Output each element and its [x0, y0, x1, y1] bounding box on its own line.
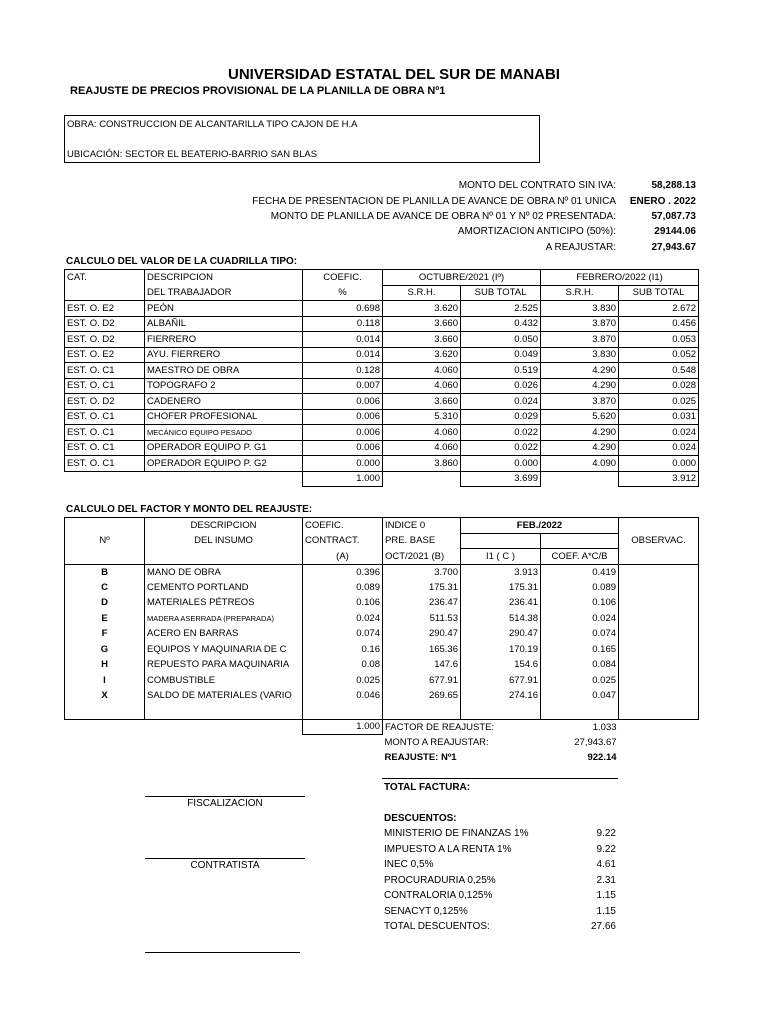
- total-feb: 3.912: [619, 471, 699, 487]
- cell-feb-srh: 3.830: [541, 347, 619, 363]
- cell-feb-subtotal: 0.031: [619, 409, 699, 425]
- table-row: [65, 332, 699, 348]
- cell-coef-acb: 0.089: [541, 580, 619, 596]
- cell-feb-srh: 4.290: [541, 425, 619, 441]
- table-row: [65, 564, 699, 580]
- cell-oct-srh: 3.620: [383, 347, 461, 363]
- table-row: [65, 347, 699, 363]
- cell-desc: MADERA ASERRADA (PREPARADA): [145, 611, 303, 627]
- descuento-label: MINISTERIO DE FINANZAS 1%: [384, 828, 529, 839]
- summary-label: A REAJUSTAR:: [545, 242, 616, 253]
- cell-coef-acb: 0.165: [541, 642, 619, 658]
- summary-value: ENERO . 2022: [629, 196, 696, 207]
- cell-feb-srh: 3.870: [541, 332, 619, 348]
- cell-desc: TOPOGRAFO 2: [145, 378, 303, 394]
- obra-text: OBRA: CONSTRUCCION DE ALCANTARILLA TIPO CAJON DE H.A: [67, 119, 358, 130]
- cell-oct-subtotal: 0.050: [461, 332, 541, 348]
- cell-indice-base: 175.31: [383, 580, 461, 596]
- cell-coef: 0.006: [303, 394, 383, 410]
- cell-no: I: [65, 673, 145, 689]
- cell-desc: ALBAÑIL: [145, 316, 303, 332]
- header-subtotal: SUB TOTAL: [461, 285, 541, 301]
- cell-cat: EST. O. C1: [65, 425, 145, 441]
- descuento-value: 1.15: [596, 890, 616, 901]
- signature-line-fiscalizacion: [145, 796, 305, 797]
- cell-observac: [619, 564, 699, 580]
- cell-oct-srh: 4.060: [383, 378, 461, 394]
- reajuste-value: 922.14: [587, 752, 617, 764]
- header-feb: FEB./2022: [461, 518, 619, 534]
- cell-coef-acb: 0.106: [541, 595, 619, 611]
- cell-coef: 0.128: [303, 363, 383, 379]
- cell-no: X: [65, 688, 145, 704]
- cell-indice-base: 677.91: [383, 673, 461, 689]
- cell-i1: 3.913: [461, 564, 541, 580]
- header-coef: COEFIC.: [303, 270, 383, 286]
- document-subtitle: REAJUSTE DE PRECIOS PROVISIONAL DE LA PLANILLA DE OBRA Nº1: [70, 85, 446, 97]
- cell-feb-srh: 3.870: [541, 316, 619, 332]
- table-row: [65, 301, 699, 317]
- cell-desc: MECÁNICO EQUIPO PESADO: [145, 425, 303, 441]
- cell-no: F: [65, 626, 145, 642]
- cell-feb-subtotal: 0.024: [619, 425, 699, 441]
- cell-indice-base: 165.36: [383, 642, 461, 658]
- descuentos-title: DESCUENTOS:: [384, 813, 457, 824]
- cell-feb-subtotal: 0.028: [619, 378, 699, 394]
- ubicacion-text: UBICACIÓN: SECTOR EL BEATERIO-BARRIO SAN BLAS: [67, 149, 318, 160]
- cell-i1: 170.19: [461, 642, 541, 658]
- monto-value: 27,943.67: [574, 736, 617, 748]
- cell-coef: 0.698: [303, 301, 383, 317]
- cell-feb-srh: 3.830: [541, 301, 619, 317]
- table-row: [65, 394, 699, 410]
- cell-cat: EST. O. C1: [65, 409, 145, 425]
- summary-value: 57,087.73: [651, 211, 696, 222]
- summary-label: MONTO DEL CONTRATO SIN IVA:: [458, 180, 616, 191]
- cell-oct-srh: 4.060: [383, 425, 461, 441]
- cell-coef-acb: 0.074: [541, 626, 619, 642]
- cell-coef: 0.16: [303, 642, 383, 658]
- cell-coef-acb: 0.025: [541, 673, 619, 689]
- header-srh: S.R.H.: [541, 285, 619, 301]
- total-oct: 3.699: [461, 471, 541, 487]
- descuento-value: 1.15: [596, 906, 616, 917]
- header-desc-2: DEL INSUMO: [145, 533, 303, 549]
- cell-i1: 175.31: [461, 580, 541, 596]
- table-row: [65, 580, 699, 596]
- cell-feb-subtotal: 0.456: [619, 316, 699, 332]
- cell-observac: [619, 688, 699, 704]
- cuadrilla-section-title: CALCULO DEL VALOR DE LA CUADRILLA TIPO:: [66, 256, 298, 267]
- cell-coef: 0.118: [303, 316, 383, 332]
- cell-i1: 154.6: [461, 657, 541, 673]
- descuento-label: PROCURADURIA 0,25%: [384, 875, 496, 886]
- cell-feb-subtotal: 0.000: [619, 456, 699, 472]
- cell-coef: 0.046: [303, 688, 383, 704]
- cell-oct-subtotal: 0.049: [461, 347, 541, 363]
- cell-observac: [619, 595, 699, 611]
- cell-oct-subtotal: 0.022: [461, 440, 541, 456]
- cell-desc: EQUIPOS Y MAQUINARIA DE C: [145, 642, 303, 658]
- cell-no: D: [65, 595, 145, 611]
- cell-coef: 0.014: [303, 332, 383, 348]
- cell-cat: EST. O. C1: [65, 440, 145, 456]
- cell-feb-srh: 5.620: [541, 409, 619, 425]
- cell-no: H: [65, 657, 145, 673]
- cell-i1: 677.91: [461, 673, 541, 689]
- cell-desc: AYU. FIERRERO: [145, 347, 303, 363]
- header-observac: OBSERVAC.: [619, 533, 699, 549]
- table-row: [65, 626, 699, 642]
- cell-i1: 274.16: [461, 688, 541, 704]
- table-row: [65, 642, 699, 658]
- cell-coef-acb: 0.024: [541, 611, 619, 627]
- summary-label: FECHA DE PRESENTACION DE PLANILLA DE AVANCE DE OBRA Nº 01 UNICA: [252, 196, 616, 207]
- table-row: [65, 316, 699, 332]
- cell-coef: 0.106: [303, 595, 383, 611]
- cell-feb-subtotal: 0.025: [619, 394, 699, 410]
- cell-oct-srh: 5.310: [383, 409, 461, 425]
- cell-feb-srh: 3.870: [541, 394, 619, 410]
- table-row: [65, 595, 699, 611]
- table-row: [65, 440, 699, 456]
- total-factura-line: [382, 778, 618, 779]
- factor-total-coef: 1.000: [303, 719, 383, 735]
- cell-no: B: [65, 564, 145, 580]
- cell-i1: 290.47: [461, 626, 541, 642]
- factor-table: [64, 517, 699, 766]
- signature-line-extra: [145, 952, 300, 953]
- table-row: [65, 456, 699, 472]
- cell-coef-acb: 0.047: [541, 688, 619, 704]
- cell-feb-srh: 4.290: [541, 378, 619, 394]
- header-srh: S.R.H.: [383, 285, 461, 301]
- factor-label: FACTOR DE REAJUSTE:: [383, 719, 461, 735]
- cell-feb-srh: 4.090: [541, 456, 619, 472]
- cell-oct-srh: 3.660: [383, 316, 461, 332]
- descuento-label: SENACYT 0,125%: [384, 906, 468, 917]
- cell-oct-srh: 3.860: [383, 456, 461, 472]
- cell-i1: 514.38: [461, 611, 541, 627]
- header-coef-2: %: [303, 285, 383, 301]
- cell-desc: OPERADOR EQUIPO P. G1: [145, 440, 303, 456]
- header-desc: DESCRIPCION: [145, 270, 303, 286]
- cell-desc: ACERO EN BARRAS: [145, 626, 303, 642]
- cell-coef: 0.396: [303, 564, 383, 580]
- cell-oct-subtotal: 2.525: [461, 301, 541, 317]
- cell-oct-srh: 3.620: [383, 301, 461, 317]
- cell-oct-subtotal: 0.432: [461, 316, 541, 332]
- cell-oct-srh: 4.060: [383, 363, 461, 379]
- summary-value: 58,288.13: [651, 180, 696, 191]
- cell-cat: EST. O. C1: [65, 363, 145, 379]
- header-desc-2: DEL TRABAJADOR: [145, 285, 303, 301]
- descuento-label: TOTAL DESCUENTOS:: [384, 921, 490, 932]
- summary-value: 29144.06: [654, 226, 696, 237]
- cell-indice-base: 147.6: [383, 657, 461, 673]
- descuento-value: 9.22: [596, 844, 616, 855]
- descuento-value: 4.61: [596, 859, 616, 870]
- cell-desc: OPERADOR EQUIPO P. G2: [145, 456, 303, 472]
- header-no: Nº: [65, 533, 145, 549]
- cell-feb-subtotal: 0.053: [619, 332, 699, 348]
- header-desc: DESCRIPCION: [145, 518, 303, 534]
- cuadrilla-table: [64, 269, 699, 487]
- cell-desc: PEÓN: [145, 301, 303, 317]
- cell-indice-base: 269.65: [383, 688, 461, 704]
- cell-coef: 0.074: [303, 626, 383, 642]
- header-octubre: OCTUBRE/2021 (Iº): [383, 270, 541, 286]
- cell-indice-base: 511.53: [383, 611, 461, 627]
- cell-cat: EST. O. D2: [65, 332, 145, 348]
- table-row: [65, 673, 699, 689]
- header-coef-2: CONTRACT.: [303, 533, 383, 549]
- cell-desc: FIERRERO: [145, 332, 303, 348]
- cell-oct-subtotal: 0.000: [461, 456, 541, 472]
- header-subtotal: SUB TOTAL: [619, 285, 699, 301]
- cell-coef: 0.089: [303, 580, 383, 596]
- header-oct: OCT/2021 (B): [383, 549, 461, 565]
- cell-observac: [619, 642, 699, 658]
- cell-coef: 0.000: [303, 456, 383, 472]
- cell-coef: 0.08: [303, 657, 383, 673]
- fiscalizacion-label: FISCALIZACION: [187, 798, 263, 809]
- cell-oct-subtotal: 0.029: [461, 409, 541, 425]
- cell-coef-acb: 0.084: [541, 657, 619, 673]
- cell-feb-subtotal: 0.024: [619, 440, 699, 456]
- descuento-value: 27.66: [590, 921, 616, 932]
- descuento-value: 2.31: [596, 875, 616, 886]
- cell-desc: CEMENTO PORTLAND: [145, 580, 303, 596]
- cell-coef: 0.006: [303, 409, 383, 425]
- cell-no: C: [65, 580, 145, 596]
- summary-label: AMORTIZACION ANTICIPO (50%):: [457, 226, 616, 237]
- summary-value: 27,943.67: [651, 242, 696, 253]
- cell-coef: 0.024: [303, 611, 383, 627]
- cell-cat: EST. O. E2: [65, 301, 145, 317]
- cell-cat: EST. O. D2: [65, 394, 145, 410]
- table-row: [65, 657, 699, 673]
- cell-coef: 0.007: [303, 378, 383, 394]
- summary-label: MONTO DE PLANILLA DE AVANCE DE OBRA Nº 01 Y Nº 02 PRESENTADA:: [270, 211, 616, 222]
- header-cat: CAT.: [65, 270, 145, 286]
- header-coef: COEFIC.: [303, 518, 383, 534]
- monto-label: MONTO A REAJUSTAR:: [384, 736, 489, 748]
- cell-oct-subtotal: 0.022: [461, 425, 541, 441]
- cell-desc: MANO DE OBRA: [145, 564, 303, 580]
- descuento-label: INEC 0,5%: [384, 859, 434, 870]
- cell-cat: EST. O. D2: [65, 316, 145, 332]
- factor-section-title: CALCULO DEL FACTOR Y MONTO DEL REAJUSTE:: [66, 504, 313, 515]
- header-coef-acb: COEF. A*C/B: [541, 549, 619, 565]
- obra-info-box: [64, 115, 540, 163]
- header-indice: INDICE 0: [383, 518, 461, 534]
- cell-desc: CHOFER PROFESIONAL: [145, 409, 303, 425]
- cell-oct-subtotal: 0.026: [461, 378, 541, 394]
- table-row: [65, 378, 699, 394]
- cell-oct-srh: 3.660: [383, 332, 461, 348]
- cell-desc: SALDO DE MATERIALES (VARIO: [145, 688, 303, 704]
- cell-coef-acb: 0.419: [541, 564, 619, 580]
- table-row: [65, 688, 699, 704]
- document-title: UNIVERSIDAD ESTATAL DEL SUR DE MANABI: [228, 66, 560, 83]
- factor-value: 1.033: [541, 719, 619, 735]
- cell-observac: [619, 673, 699, 689]
- cell-coef: 0.006: [303, 440, 383, 456]
- cell-observac: [619, 611, 699, 627]
- reajuste-label: REAJUSTE: Nº1: [384, 752, 457, 764]
- cell-feb-srh: 4.290: [541, 440, 619, 456]
- cell-desc: MAESTRO DE OBRA: [145, 363, 303, 379]
- cell-cat: EST. O. E2: [65, 347, 145, 363]
- cell-indice-base: 3.700: [383, 564, 461, 580]
- cell-desc: CADENERO: [145, 394, 303, 410]
- signature-line-contratista: [145, 858, 305, 859]
- cell-indice-base: 236.47: [383, 595, 461, 611]
- cell-no: G: [65, 642, 145, 658]
- cell-coef: 0.014: [303, 347, 383, 363]
- table-row: [65, 611, 699, 627]
- cell-observac: [619, 580, 699, 596]
- cell-oct-srh: 3.660: [383, 394, 461, 410]
- cell-observac: [619, 657, 699, 673]
- cell-coef: 0.025: [303, 673, 383, 689]
- cell-feb-subtotal: 0.052: [619, 347, 699, 363]
- header-pre-base: PRE. BASE: [383, 533, 461, 549]
- cell-feb-srh: 4.290: [541, 363, 619, 379]
- descuento-value: 9.22: [596, 828, 616, 839]
- cell-coef: 0.006: [303, 425, 383, 441]
- cell-desc: MATERIALES PÉTREOS: [145, 595, 303, 611]
- cell-desc: REPUESTO PARA MAQUINARIA: [145, 657, 303, 673]
- header-i1: I1 ( C ): [461, 549, 541, 565]
- cell-oct-subtotal: 0.024: [461, 394, 541, 410]
- cell-feb-subtotal: 0.548: [619, 363, 699, 379]
- cell-observac: [619, 626, 699, 642]
- cell-desc: COMBUSTIBLE: [145, 673, 303, 689]
- cell-oct-subtotal: 0.519: [461, 363, 541, 379]
- cell-oct-srh: 4.060: [383, 440, 461, 456]
- table-row: [65, 363, 699, 379]
- cell-cat: EST. O. C1: [65, 378, 145, 394]
- descuento-label: CONTRALORIA 0,125%: [384, 890, 493, 901]
- cell-cat: EST. O. C1: [65, 456, 145, 472]
- cell-feb-subtotal: 2.672: [619, 301, 699, 317]
- table-row: [65, 409, 699, 425]
- header-febrero: FEBRERO/2022 (I1): [541, 270, 699, 286]
- cell-i1: 236.41: [461, 595, 541, 611]
- contratista-label: CONTRATISTA: [190, 860, 260, 871]
- total-factura-label: TOTAL FACTURA:: [384, 782, 471, 793]
- header-coef-3: (A): [303, 549, 383, 565]
- table-row: [65, 425, 699, 441]
- cell-no: E: [65, 611, 145, 627]
- total-coef: 1.000: [303, 471, 383, 487]
- cell-indice-base: 290.47: [383, 626, 461, 642]
- descuento-label: IMPUESTO A LA RENTA 1%: [384, 844, 512, 855]
